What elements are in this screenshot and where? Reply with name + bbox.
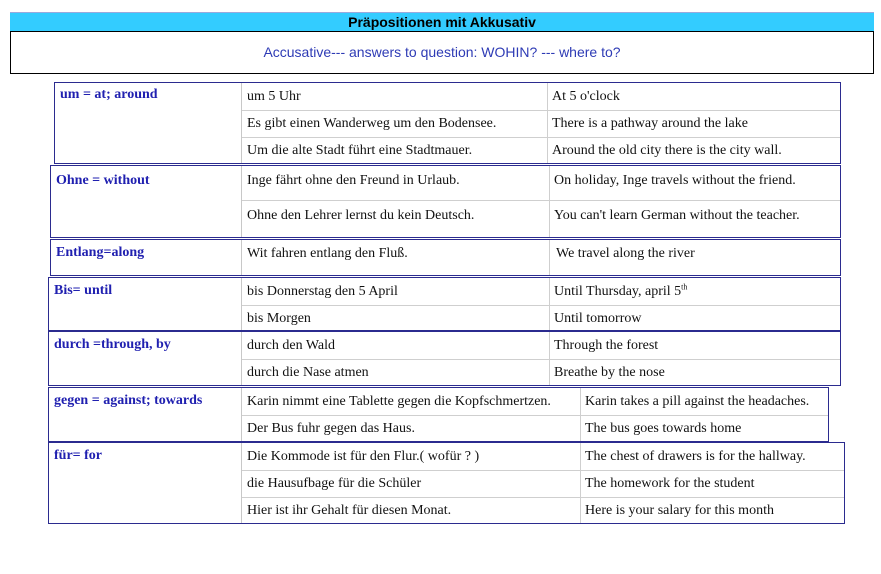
group-fuer xyxy=(48,442,845,524)
group-label: Bis= until xyxy=(49,278,242,330)
row-english: The chest of drawers is for the hallway. xyxy=(585,449,806,464)
ordinal-suffix: th xyxy=(681,282,688,292)
group-label: für= for xyxy=(49,443,242,523)
row-english: We travel along the river xyxy=(556,246,695,261)
row-english: The homework for the student xyxy=(585,476,755,491)
row-german: bis Donnerstag den 5 April xyxy=(247,284,398,299)
row-english: You can't learn German without the teacher. xyxy=(554,208,800,223)
group-durch xyxy=(48,331,841,386)
row-german: die Hausufbage für die Schüler xyxy=(247,476,422,491)
group-label: um = at; around xyxy=(55,83,242,163)
row-german: Karin nimmt eine Tablette gegen die Kopfschmertzen. xyxy=(247,394,551,409)
group-label: durch =through, by xyxy=(49,332,242,385)
group-um xyxy=(54,82,841,164)
row-german: Um die alte Stadt führt eine Stadtmauer. xyxy=(247,143,473,158)
row-english: The bus goes towards home xyxy=(585,421,742,436)
group-label: Ohne = without xyxy=(51,166,242,237)
group-bis xyxy=(48,277,841,331)
group-ohne xyxy=(50,165,841,238)
row-english xyxy=(549,279,687,305)
page-title: Präpositionen mit Akkusativ xyxy=(10,12,874,32)
group-gegen xyxy=(48,387,829,442)
row-german: durch die Nase atmen xyxy=(247,365,369,380)
row-english: Through the forest xyxy=(554,338,659,353)
row-german: Ohne den Lehrer lernst du kein Deutsch. xyxy=(247,208,475,223)
row-english: There is a pathway around the lake xyxy=(552,116,748,131)
row-german: Wit fahren entlang den Fluß. xyxy=(247,246,408,261)
group-entlang xyxy=(50,239,841,276)
subtitle-box xyxy=(10,31,874,74)
row-english: Until tomorrow xyxy=(554,311,642,326)
row-german: Der Bus fuhr gegen das Haus. xyxy=(247,421,415,436)
row-german: Die Kommode ist für den Flur.( wofür ? ) xyxy=(247,449,480,464)
row-german: bis Morgen xyxy=(247,311,311,326)
row-german: Es gibt einen Wanderweg um den Bodensee. xyxy=(247,116,497,131)
row-english: Here is your salary for this month xyxy=(585,503,774,518)
row-english: On holiday, Inge travels without the friend. xyxy=(554,173,796,188)
row-german: um 5 Uhr xyxy=(247,89,301,104)
row-english: Breathe by the nose xyxy=(554,365,665,380)
row-english: Karin takes a pill against the headaches. xyxy=(585,394,810,409)
row-english-text: Until Thursday, april 5 xyxy=(554,284,682,299)
row-english: Around the old city there is the city wall. xyxy=(552,143,782,158)
row-english: At 5 o'clock xyxy=(552,89,620,104)
row-german: Hier ist ihr Gehalt für diesen Monat. xyxy=(247,503,452,518)
group-label: gegen = against; towards xyxy=(49,388,242,441)
subtitle: Accusative--- answers to question: WOHIN? --- where to? xyxy=(263,44,621,60)
row-german: durch den Wald xyxy=(247,338,336,353)
group-label: Entlang=along xyxy=(51,240,242,275)
row-german: Inge fährt ohne den Freund in Urlaub. xyxy=(247,173,460,188)
